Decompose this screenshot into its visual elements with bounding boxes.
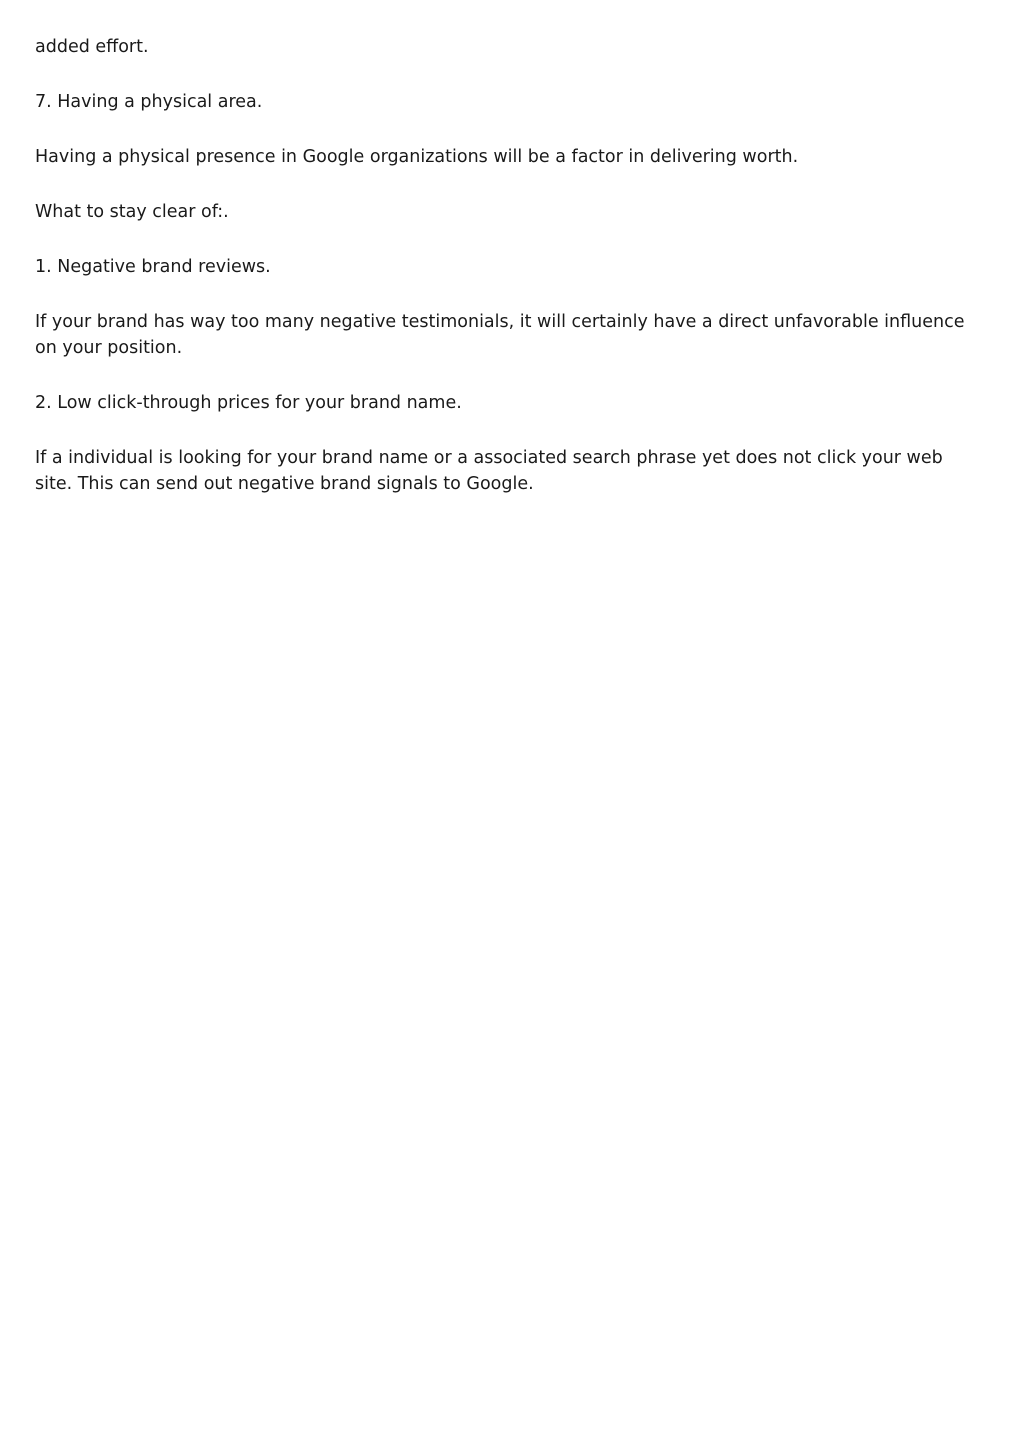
- paragraph-continuation: added effort.: [35, 37, 149, 57]
- section-heading-avoid: What to stay clear of:.: [35, 202, 229, 222]
- list-item-heading-1: 1. Negative brand reviews.: [35, 257, 271, 277]
- document-page: [35, 34, 985, 526]
- paragraph-physical-presence: Having a physical presence in Google organizations will be a factor in delivering worth.: [35, 147, 799, 167]
- list-item-heading-2: 2. Low click-through prices for your brand name.: [35, 393, 462, 413]
- paragraph-click-through: If a individual is looking for your brand name or a associated search phrase yet does not click your web site. This can send out negative brand signals to Google.: [35, 448, 943, 494]
- paragraph-negative-reviews: If your brand has way too many negative testimonials, it will certainly have a direct unfavorable influence on your position.: [35, 312, 965, 358]
- list-item-heading-7: 7. Having a physical area.: [35, 92, 263, 112]
